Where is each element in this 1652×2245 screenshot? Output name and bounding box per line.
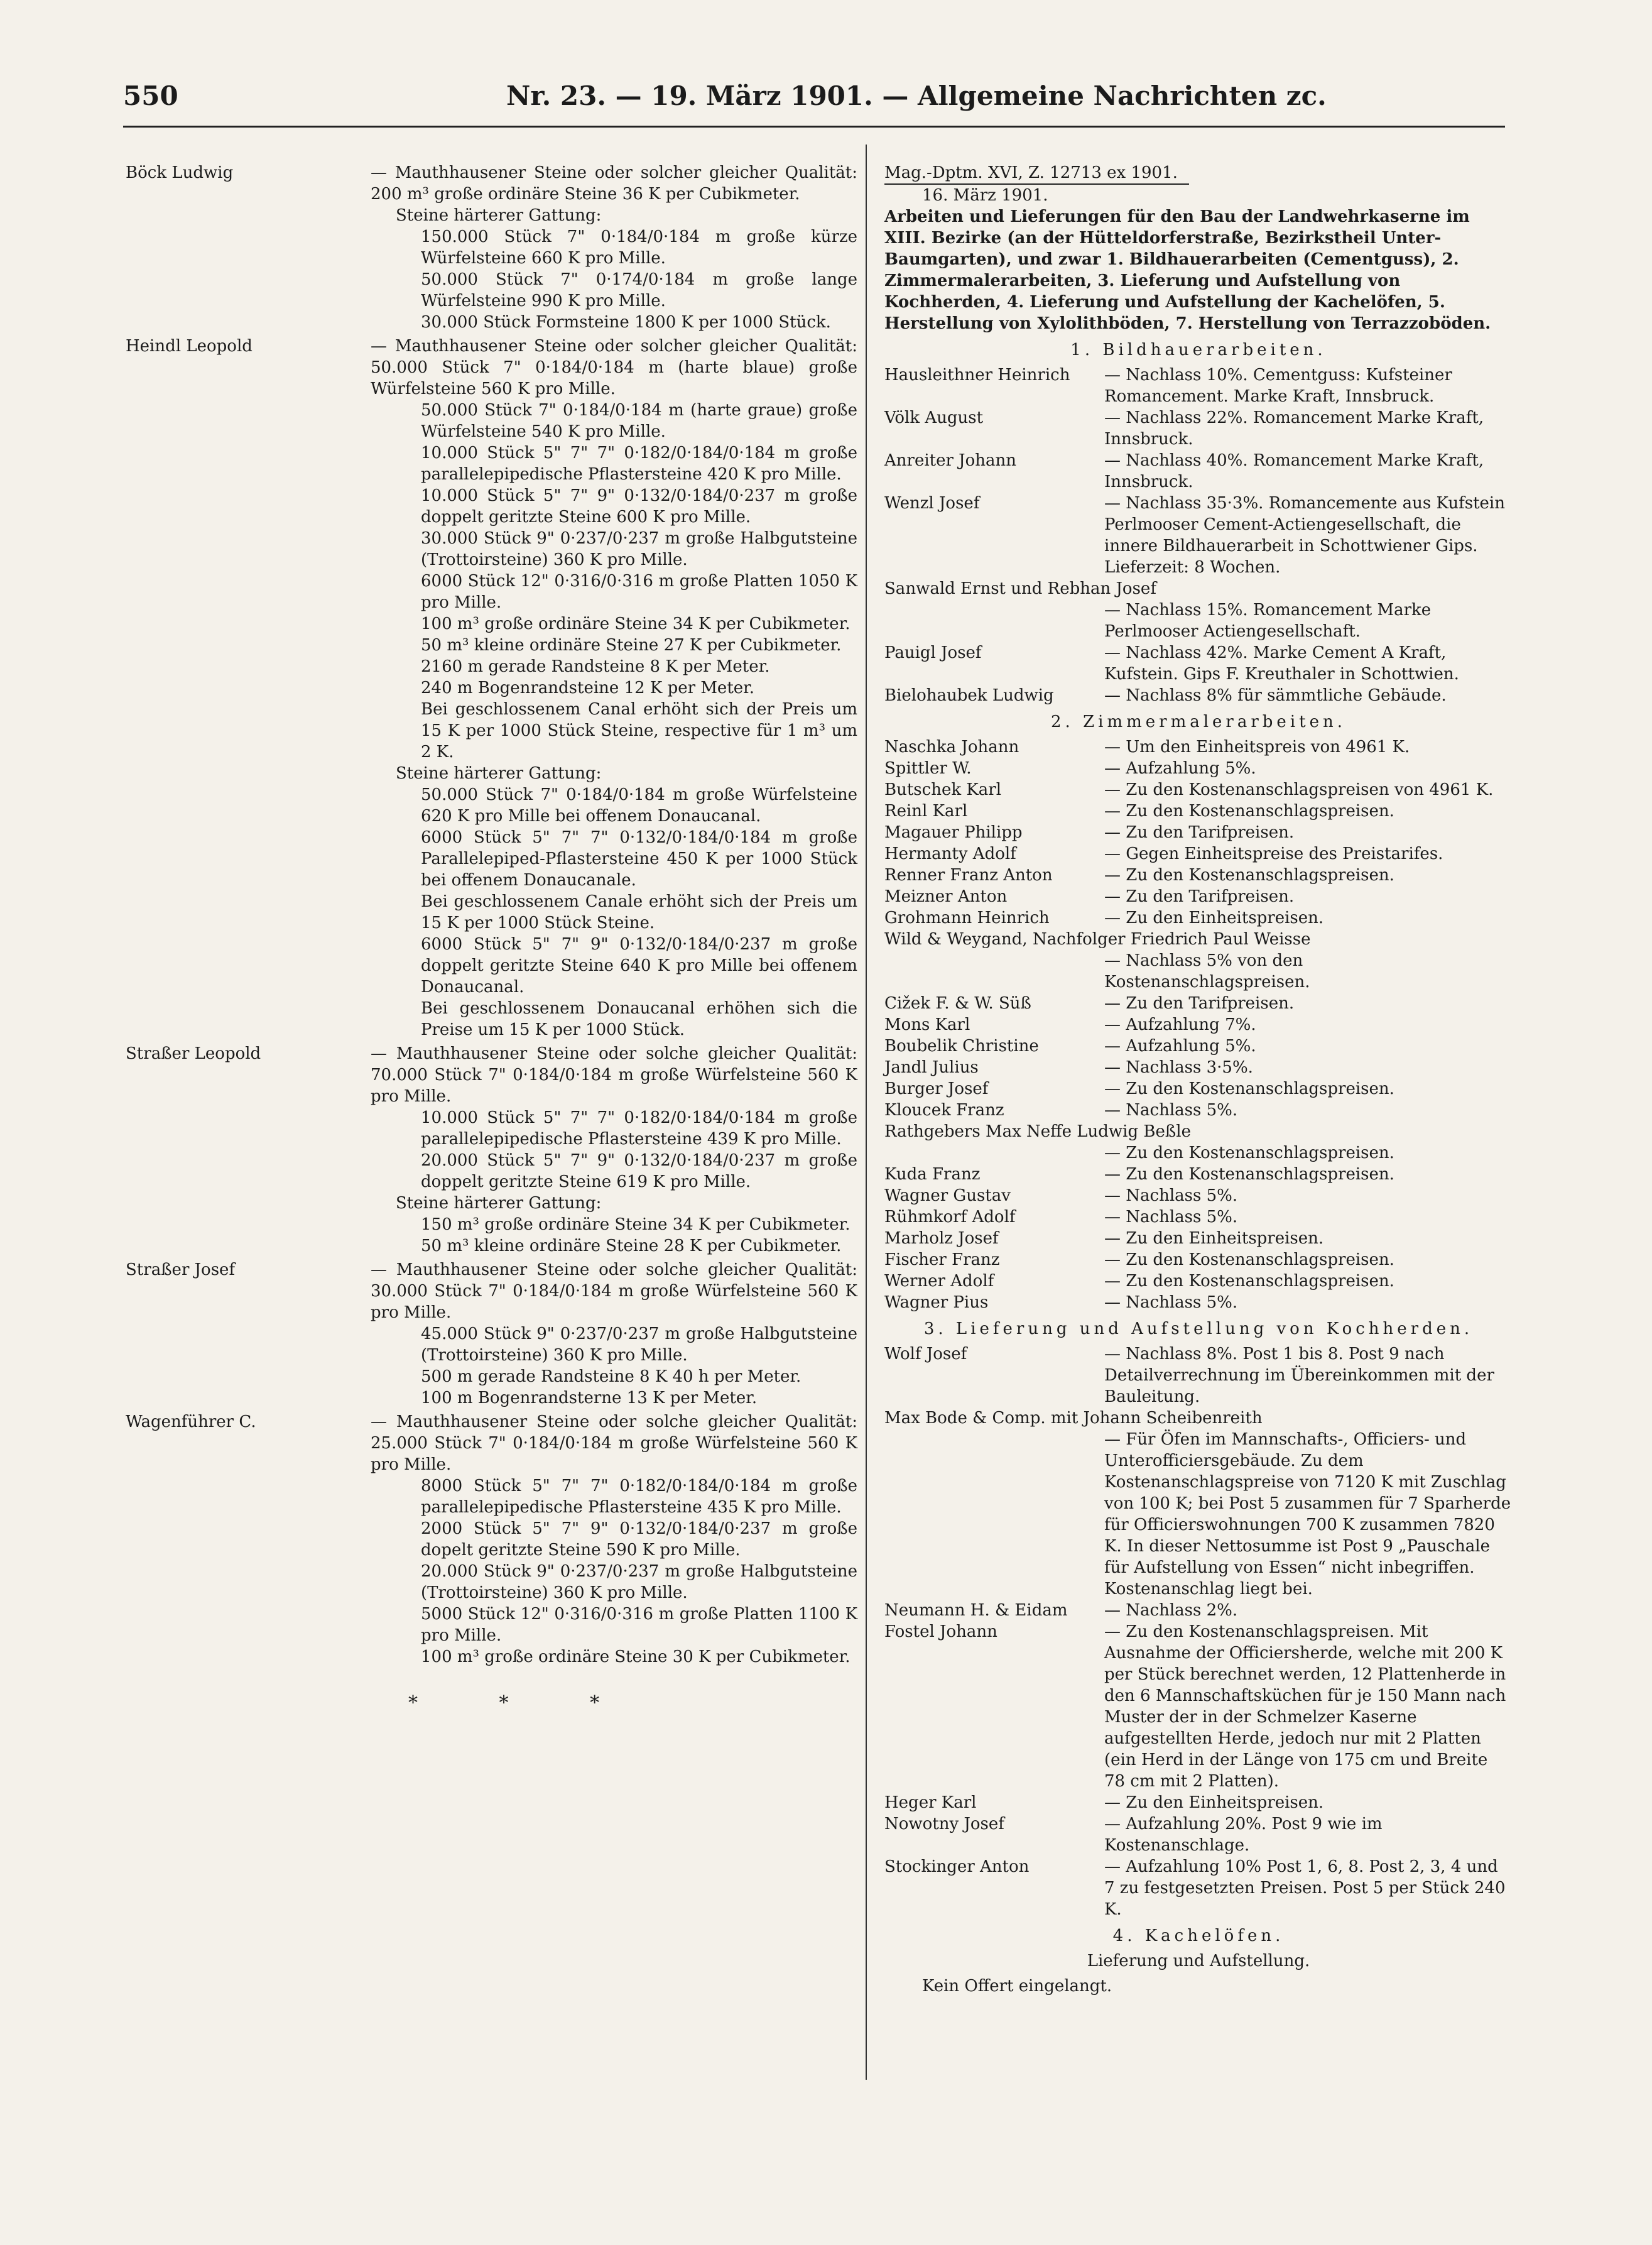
bid-text: — Zu den Tarifpreisen. — [1104, 887, 1295, 906]
list-item — [884, 1228, 1513, 1249]
bid-text: — Nachlass 35·3%. Romancemente aus Kufstein Perlmooser Cement-Actiengesellschaft, die innere Bildhauerarbeit in Schottwiener Gips. Lieferzeit: 8 Wochen. — [1104, 494, 1505, 577]
bid-text: — Nachlass 5%. — [1104, 1293, 1238, 1312]
list-item — [884, 1185, 1513, 1206]
bid-text: — Mauthhausener Steine oder solche gleicher Qualität: 70.000 Stück 7" 0·184/0·184 m große Würfelsteine 560 K pro Mille. — [371, 1044, 857, 1106]
list-item — [884, 1270, 1513, 1292]
bidder-name: Fostel Johann — [884, 1622, 997, 1641]
bidder-name: Marholz Josef — [884, 1229, 999, 1248]
bidder-name: Wenzl Josef — [884, 494, 980, 513]
list-item — [884, 800, 1513, 822]
section-title: 4. Kachelöfen. — [1112, 1926, 1285, 1945]
section-title: 1. Bildhauerarbeiten. — [1070, 341, 1327, 359]
bidder-name: Pauigl Josef — [884, 643, 982, 662]
list-item — [884, 1343, 1513, 1407]
bid-text: — Mauthhausener Steine oder solcher gleicher Qualität: 200 m³ große ordinäre Steine 36 K per Cubikmeter. — [371, 163, 857, 204]
list-item — [884, 843, 1513, 865]
bid-text: — Nachlass 40%. Romancement Marke Kraft, Innsbruck. — [1104, 451, 1484, 491]
bid-text: 20.000 Stück 9" 0·237/0·237 m große Halbgutsteine (Trottoirsteine) 360 K pro Mille. — [421, 1562, 857, 1602]
bidder-name: Völk August — [884, 408, 984, 427]
bid-text: 50.000 Stück 7" 0·174/0·184 m große lange Würfelsteine 990 K pro Mille. — [421, 270, 857, 310]
bidder-name: Mons Karl — [884, 1015, 970, 1034]
section-stars: * * * — [408, 1692, 638, 1714]
bidder-name: Heger Karl — [884, 1793, 977, 1812]
bidder-name: Reinl Karl — [884, 802, 968, 821]
bid-text: 100 m Bogenrandsterne 13 K per Meter. — [421, 1389, 758, 1407]
bidder-name: Neumann H. & Eidam — [884, 1601, 1068, 1620]
bid-text: — Für Öfen im Mannschafts-, Officiers- und Unterofficiersgebäude. Zu dem Kostenanschlagspreise von 7120 K mit Zuschlag von 100 K; bei Post 5 zusammen für 7 Sparherde für Officierswohnungen 700 K zusammen 7820 K. In dieser Nettosumme ist Post 9 „Pauschale für Aufstellung von Essen“ nicht inbegriffen. Kostenanschlag liegt bei. — [1104, 1430, 1511, 1598]
bid-text: Bei geschlossenem Canale erhöht sich der Preis um 15 K per 1000 Stück Steine. — [421, 892, 857, 932]
bid-text: Steine härterer Gattung: — [396, 764, 602, 783]
bid-text: — Nachlass 2%. — [1104, 1601, 1238, 1620]
bid-text: — Um den Einheitspreis von 4961 K. — [1104, 738, 1410, 757]
bid-text: — Nachlass 3·5%. — [1104, 1058, 1253, 1077]
list-item — [884, 1100, 1513, 1121]
bid-text: 150 m³ große ordinäre Steine 34 K per Cubikmeter. — [421, 1215, 850, 1234]
bid-text: — Zu den Tarifpreisen. — [1104, 823, 1295, 842]
list-item — [884, 1813, 1513, 1856]
bidder-name: Burger Josef — [884, 1079, 989, 1098]
bid-text: — Nachlass 5% von den Kostenanschlagspreisen. — [1104, 951, 1310, 991]
bid-text: — Mauthhausener Steine oder solcher gleicher Qualität: 50.000 Stück 7" 0·184/0·184 m (harte blaue) große Würfelsteine 560 K pro Mille. — [371, 337, 857, 398]
list-item — [884, 493, 1513, 578]
bid-text: 30.000 Stück 9" 0·237/0·237 m große Halbgutsteine (Trottoirsteine) 360 K pro Mille. — [421, 529, 857, 569]
page-title: Nr. 23. — 19. März 1901. — Allgemeine Nachrichten zc. — [506, 80, 1327, 111]
bidder-name: Wild & Weygand, Nachfolger Friedrich Paul Weisse — [884, 930, 1311, 949]
bidder-name: Kloucek Franz — [884, 1101, 1004, 1120]
list-item — [884, 1078, 1513, 1100]
bid-text: 50 m³ kleine ordinäre Steine 28 K per Cubikmeter. — [421, 1237, 842, 1255]
bid-text: — Zu den Kostenanschlagspreisen. — [1104, 1144, 1394, 1162]
bidder-name: Anreiter Johann — [884, 451, 1016, 470]
bid-text: — Zu den Kostenanschlagspreisen. — [1104, 1079, 1394, 1098]
bid-text: 500 m gerade Randsteine 8 K 40 h per Meter. — [421, 1367, 802, 1386]
list-item — [884, 1621, 1513, 1792]
bid-text: — Zu den Kostenanschlagspreisen. — [1104, 1165, 1394, 1184]
bid-text: — Zu den Kostenanschlagspreisen. — [1104, 1250, 1394, 1269]
bidder-name: Heindl Leopold — [126, 337, 253, 356]
list-item — [884, 758, 1513, 779]
list-item — [126, 336, 857, 1041]
notice-intro: Arbeiten und Lieferungen für den Bau der Landwehrkaserne im XIII. Bezirke (an der Hütteldorferstraße, Bezirkstheil Unter-Baumgarten), und zwar 1. Bildhauerarbeiten (Cementguss), 2. Zimmermalerarbeiten, 3. Lieferung und Aufstellung von Kochherden, 4. Lieferung und Aufstellung der Kachelöfen, 5. Herstellung von Xylolithböden, 7. Herstellung von Terrazzoböden. — [884, 207, 1491, 333]
bid-text: 2160 m gerade Randsteine 8 K per Meter. — [421, 657, 770, 676]
list-item — [884, 1057, 1513, 1078]
bidder-name: Straßer Leopold — [126, 1044, 261, 1063]
header-rule — [123, 126, 1505, 128]
bidder-name: Meizner Anton — [884, 887, 1008, 906]
bid-text: — Gegen Einheitspreise des Preistarifes. — [1104, 844, 1443, 863]
bidder-name: Boubelik Christine — [884, 1037, 1039, 1056]
list-item — [126, 1259, 857, 1409]
section-subtitle: Lieferung und Aufstellung. — [1087, 1952, 1310, 1970]
bid-text: — Zu den Einheitspreisen. — [1104, 1793, 1324, 1812]
page-number: 550 — [123, 80, 178, 111]
bidder-name: Jandl Julius — [884, 1058, 979, 1077]
bidder-name: Werner Adolf — [884, 1272, 994, 1291]
bidder-name: Sanwald Ernst und Rebhan Josef — [884, 579, 1156, 598]
list-item — [884, 685, 1513, 706]
list-item — [884, 450, 1513, 493]
bid-text: — Aufzahlung 20%. Post 9 wie im Kostenanschlage. — [1104, 1815, 1383, 1855]
bid-text: 100 m³ große ordinäre Steine 30 K per Cubikmeter. — [421, 1647, 850, 1666]
column-divider — [866, 145, 867, 2080]
list-item — [884, 1035, 1513, 1057]
list-item — [126, 1043, 857, 1257]
bid-text: — Aufzahlung 5%. — [1104, 759, 1256, 778]
list-item — [884, 364, 1513, 407]
list-item — [884, 1792, 1513, 1813]
bid-text: — Zu den Kostenanschlagspreisen. Mit Ausnahme der Officiersherde, welche mit 200 K per Stück berechnet werden, 12 Plattenherde in den 6 Mannschaftsküchen für je 150 Mann nach Muster der in der Schmelzer Kaserne aufgestellten Herde, jedoch nur mit 2 Platten (ein Herd in der Länge von 175 cm und Breite 78 cm mit 2 Platten). — [1104, 1622, 1506, 1791]
bid-text: 20.000 Stück 5" 7" 9" 0·132/0·184/0·237 m große doppelt geritzte Steine 619 K pro Mille. — [421, 1151, 857, 1191]
bid-text: — Mauthhausener Steine oder solche gleicher Qualität: 25.000 Stück 7" 0·184/0·184 m große Würfelsteine 560 K pro Mille. — [371, 1412, 857, 1474]
bid-text: 45.000 Stück 9" 0·237/0·237 m große Halbgutsteine (Trottoirsteine) 360 K pro Mille. — [421, 1325, 857, 1365]
list-item — [884, 865, 1513, 886]
right-column — [884, 162, 1513, 1997]
bid-text: 50 m³ kleine ordinäre Steine 27 K per Cubikmeter. — [421, 636, 842, 655]
bid-text: — Zu den Kostenanschlagspreisen. — [1104, 802, 1394, 821]
reference-number: Mag.-Dptm. XVI, Z. 12713 ex 1901. — [884, 162, 1189, 185]
list-item — [884, 993, 1513, 1014]
bid-text: 50.000 Stück 7" 0·184/0·184 m große Würfelsteine 620 K pro Mille bei offenem Donaucanal. — [421, 785, 857, 826]
list-item — [884, 736, 1513, 758]
list-item — [884, 1600, 1513, 1621]
bidder-name: Hausleithner Heinrich — [884, 366, 1070, 385]
bid-text: 6000 Stück 12" 0·316/0·316 m große Platten 1050 K pro Mille. — [421, 572, 857, 612]
bid-text: 100 m³ große ordinäre Steine 34 K per Cubikmeter. — [421, 615, 850, 633]
notice-date: 16. März 1901. — [922, 186, 1048, 205]
bidder-name: Wagner Pius — [884, 1293, 989, 1312]
bidder-name: Max Bode & Comp. mit Johann Scheibenreith — [884, 1409, 1263, 1428]
bid-text: 50.000 Stück 7" 0·184/0·184 m (harte graue) große Würfelsteine 540 K pro Mille. — [421, 401, 857, 441]
bidder-name: Grohmann Heinrich — [884, 909, 1050, 927]
list-item — [884, 907, 1513, 929]
bidder-name: Fischer Franz — [884, 1250, 1000, 1269]
bidder-name: Wolf Josef — [884, 1345, 967, 1363]
list-item — [884, 1856, 1513, 1920]
bidder-name: Bielohaubek Ludwig — [884, 686, 1054, 705]
list-item — [884, 1292, 1513, 1313]
bid-text: 6000 Stück 5" 7" 9" 0·132/0·184/0·237 m große doppelt geritzte Steine 640 K pro Mille bei offenem Donaucanal. — [421, 935, 857, 997]
bid-text: 10.000 Stück 5" 7" 7" 0·182/0·184/0·184 m große parallelepipedische Pflastersteine 439 K pro Mille. — [421, 1108, 857, 1149]
bidder-name: Stockinger Anton — [884, 1857, 1030, 1876]
bid-text: — Zu den Einheitspreisen. — [1104, 1229, 1324, 1248]
list-item — [884, 886, 1513, 907]
bid-text: — Nachlass 5%. — [1104, 1186, 1238, 1205]
list-item — [884, 1164, 1513, 1185]
bid-text: — Zu den Kostenanschlagspreisen. — [1104, 1272, 1394, 1291]
bid-text: — Nachlass 22%. Romancement Marke Kraft, Innsbruck. — [1104, 408, 1484, 449]
bid-text: — Nachlass 5%. — [1104, 1101, 1238, 1120]
bidder-name: Hermanty Adolf — [884, 844, 1016, 863]
bidder-name: Böck Ludwig — [126, 163, 234, 182]
bid-text: — Zu den Kostenanschlagspreisen von 4961 K. — [1104, 780, 1494, 799]
bid-text: 30.000 Stück Formsteine 1800 K per 1000 Stück. — [421, 313, 831, 332]
bid-text: — Nachlass 15%. Romancement Marke Perlmooser Actiengesellschaft. — [1104, 601, 1432, 641]
bidder-name: Wagner Gustav — [884, 1186, 1011, 1205]
bidder-name: Spittler W. — [884, 759, 972, 778]
bid-text: — Nachlass 10%. Cementguss: Kufsteiner Romancement. Marke Kraft, Innsbruck. — [1104, 366, 1452, 406]
list-item — [884, 822, 1513, 843]
bidder-name: Naschka Johann — [884, 738, 1019, 757]
bidder-name: Rathgebers Max Neffe Ludwig Beßle — [884, 1122, 1191, 1141]
list-item — [126, 162, 857, 333]
bid-text: — Aufzahlung 7%. — [1104, 1015, 1256, 1034]
bid-text: — Zu den Kostenanschlagspreisen. — [1104, 866, 1394, 885]
list-item — [884, 1206, 1513, 1228]
bid-text: — Aufzahlung 10% Post 1, 6, 8. Post 2, 3, 4 und 7 zu festgesetzten Preisen. Post 5 per Stück 240 K. — [1104, 1857, 1506, 1919]
bid-text: 5000 Stück 12" 0·316/0·316 m große Platten 1100 K pro Mille. — [421, 1605, 857, 1645]
bid-text: 240 m Bogenrandsteine 12 K per Meter. — [421, 679, 754, 697]
list-item — [884, 1249, 1513, 1270]
bidder-name: Cižek F. & W. Süß — [884, 994, 1031, 1013]
page-header — [123, 80, 1486, 118]
bid-text: Steine härterer Gattung: — [396, 1194, 602, 1213]
bid-text: Steine härterer Gattung: — [396, 206, 602, 225]
bidder-name: Renner Franz Anton — [884, 866, 1053, 885]
bid-text: — Nachlass 5%. — [1104, 1208, 1238, 1226]
list-item — [884, 1014, 1513, 1035]
bid-text: — Zu den Tarifpreisen. — [1104, 994, 1295, 1013]
bid-text: 10.000 Stück 5" 7" 9" 0·132/0·184/0·237 m große doppelt geritzte Steine 600 K pro Mille. — [421, 486, 857, 527]
left-column — [126, 162, 857, 1714]
section-title: 3. Lieferung und Aufstellung von Kochherden. — [923, 1319, 1474, 1338]
bid-text: — Zu den Einheitspreisen. — [1104, 909, 1324, 927]
bid-text: — Nachlass 8% für sämmtliche Gebäude. — [1104, 686, 1447, 705]
bidder-name: Magauer Philipp — [884, 823, 1023, 842]
bid-text: 10.000 Stück 5" 7" 7" 0·182/0·184/0·184 m große parallelepipedische Pflastersteine 420 K pro Mille. — [421, 444, 857, 484]
no-offer-note: Kein Offert eingelangt. — [922, 1977, 1112, 1996]
list-item — [884, 642, 1513, 685]
bid-text: — Nachlass 42%. Marke Cement A Kraft, Kufstein. Gips F. Kreuthaler in Schottwien. — [1104, 643, 1459, 684]
bid-text: Bei geschlossenem Canal erhöht sich der Preis um 15 K per 1000 Stück Steine, respective für 1 m³ um 2 K. — [421, 700, 857, 762]
bidder-name: Butschek Karl — [884, 780, 1002, 799]
bidder-name: Nowotny Josef — [884, 1815, 1004, 1833]
bid-text: — Aufzahlung 5%. — [1104, 1037, 1256, 1056]
list-item — [126, 1411, 857, 1668]
bid-text: Bei geschlossenem Donaucanal erhöhen sich die Preise um 15 K per 1000 Stück. — [421, 999, 857, 1039]
bid-text: — Mauthhausener Steine oder solche gleicher Qualität: 30.000 Stück 7" 0·184/0·184 m große Würfelsteine 560 K pro Mille. — [371, 1260, 857, 1322]
bid-text: — Nachlass 8%. Post 1 bis 8. Post 9 nach Detailverrechnung im Übereinkommen mit der Bauleitung. — [1104, 1345, 1494, 1406]
section-title: 2. Zimmermalerarbeiten. — [1051, 713, 1346, 731]
bid-text: 2000 Stück 5" 7" 9" 0·132/0·184/0·237 m große dopelt geritzte Steine 590 K pro Mille. — [421, 1519, 857, 1559]
bidder-name: Straßer Josef — [126, 1260, 236, 1279]
list-item — [884, 407, 1513, 450]
bid-text: 150.000 Stück 7" 0·184/0·184 m große kürze Würfelsteine 660 K pro Mille. — [421, 227, 857, 268]
bid-text: 8000 Stück 5" 7" 7" 0·182/0·184/0·184 m große parallelepipedische Pflastersteine 435 K pro Mille. — [421, 1477, 857, 1517]
bidder-name: Rühmkorf Adolf — [884, 1208, 1016, 1226]
bidder-name: Kuda Franz — [884, 1165, 981, 1184]
bid-text: 6000 Stück 5" 7" 7" 0·132/0·184/0·184 m große Parallelepiped-Pflastersteine 450 K per 1000 Stück bei offenem Donaucanale. — [421, 828, 857, 890]
list-item — [884, 779, 1513, 800]
bidder-name: Wagenführer C. — [126, 1412, 256, 1431]
